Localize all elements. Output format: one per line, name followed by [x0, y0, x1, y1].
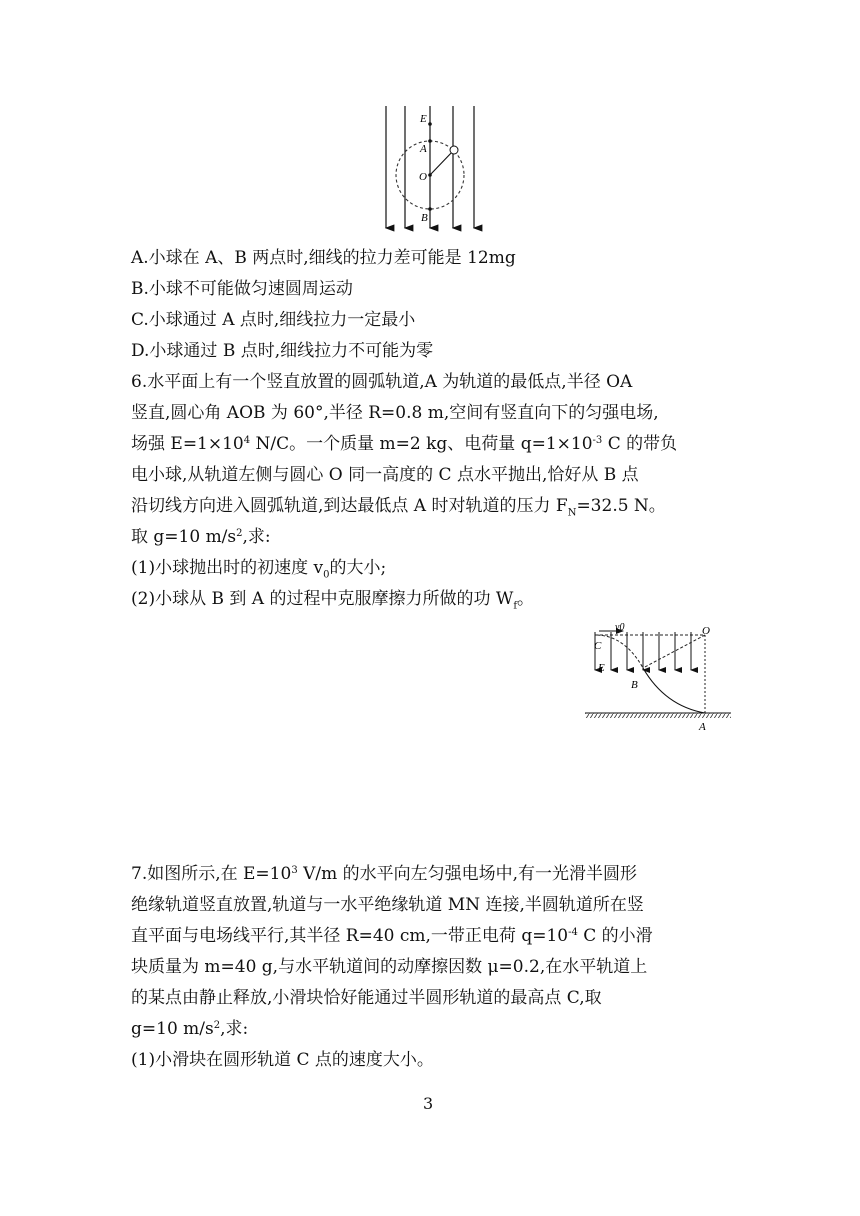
q6-line-3: 场强 $E=1\times 10^4$ N/C。一个质量 m=2 kg、电荷量 $q=1\times 10^{-3}$ C 的带负 — [131, 434, 678, 454]
page-number: 3 — [423, 1094, 434, 1113]
label-E: E — [598, 662, 605, 674]
q5-option-b: B.小球不可能做匀速圆周运动 — [131, 279, 353, 299]
q6-line-4: 电小球,从轨道左侧与圆心 O 同一高度的 C 点水平抛出,恰好从 B 点 — [131, 465, 639, 485]
label-v0: v0 — [615, 622, 625, 633]
q7-line-4: 块质量为 m=40 g,与水平轨道间的动摩擦因数 μ=0.2,在水平轨道上 — [131, 957, 648, 977]
label-O: O — [702, 625, 710, 637]
label-A: A — [420, 143, 427, 155]
q5-option-c: C.小球通过 A 点时,细线拉力一定最小 — [131, 310, 416, 330]
q6-line-6: 取 g=10 $m/s^2$,求: — [131, 527, 271, 547]
q7-line-2: 绝缘轨道竖直放置,轨道与一水平绝缘轨道 MN 连接,半圆轨道所在竖 — [131, 895, 644, 915]
circle-field-figure — [370, 104, 490, 236]
q6-line-1: 6.水平面上有一个竖直放置的圆弧轨道,A 为轨道的最低点,半径 OA — [131, 372, 633, 392]
q7-question-1: (1)小滑块在圆形轨道 C 点的速度大小。 — [131, 1050, 434, 1070]
arc-track-figure — [585, 618, 735, 736]
label-O: O — [419, 171, 427, 183]
q6-question-2: (2)小球从 B 到 A 的过程中克服摩擦力所做的功 $W_f$。 — [131, 589, 535, 612]
q7-line-1: 7.如图所示,在 $E=10^3$ V/m 的水平向左匀强电场中,有一光滑半圆形 — [131, 864, 638, 884]
label-B: B — [421, 212, 428, 224]
label-A: A — [699, 721, 706, 733]
q7-line-3: 直平面与电场线平行,其半径 R=40 cm,一带正电荷 $q=10^{-4}$ C 的小滑 — [131, 926, 653, 946]
q6-line-5: 沿切线方向进入圆弧轨道,到达最低点 A 时对轨道的压力 $F_N=32.5$ N。 — [131, 496, 666, 519]
q6-line-2: 竖直,圆心角 AOB 为 60°,半径 R=0.8 m,空间有竖直向下的匀强电场, — [131, 403, 659, 423]
q7-line-5: 的某点由静止释放,小滑块恰好能通过半圆形轨道的最高点 C,取 — [131, 988, 602, 1008]
q5-option-a: A.小球在 A、B 两点时,细线的拉力差可能是 12mg — [131, 248, 516, 268]
label-B: B — [631, 679, 638, 691]
label-E: E — [420, 113, 427, 125]
q6-question-1: (1)小球抛出时的初速度 $v_0$的大小; — [131, 558, 387, 581]
q7-line-6: g=10 $m/s^2$,求: — [131, 1019, 249, 1039]
q5-option-d: D.小球通过 B 点时,细线拉力不可能为零 — [131, 341, 434, 361]
label-C: C — [594, 640, 602, 652]
